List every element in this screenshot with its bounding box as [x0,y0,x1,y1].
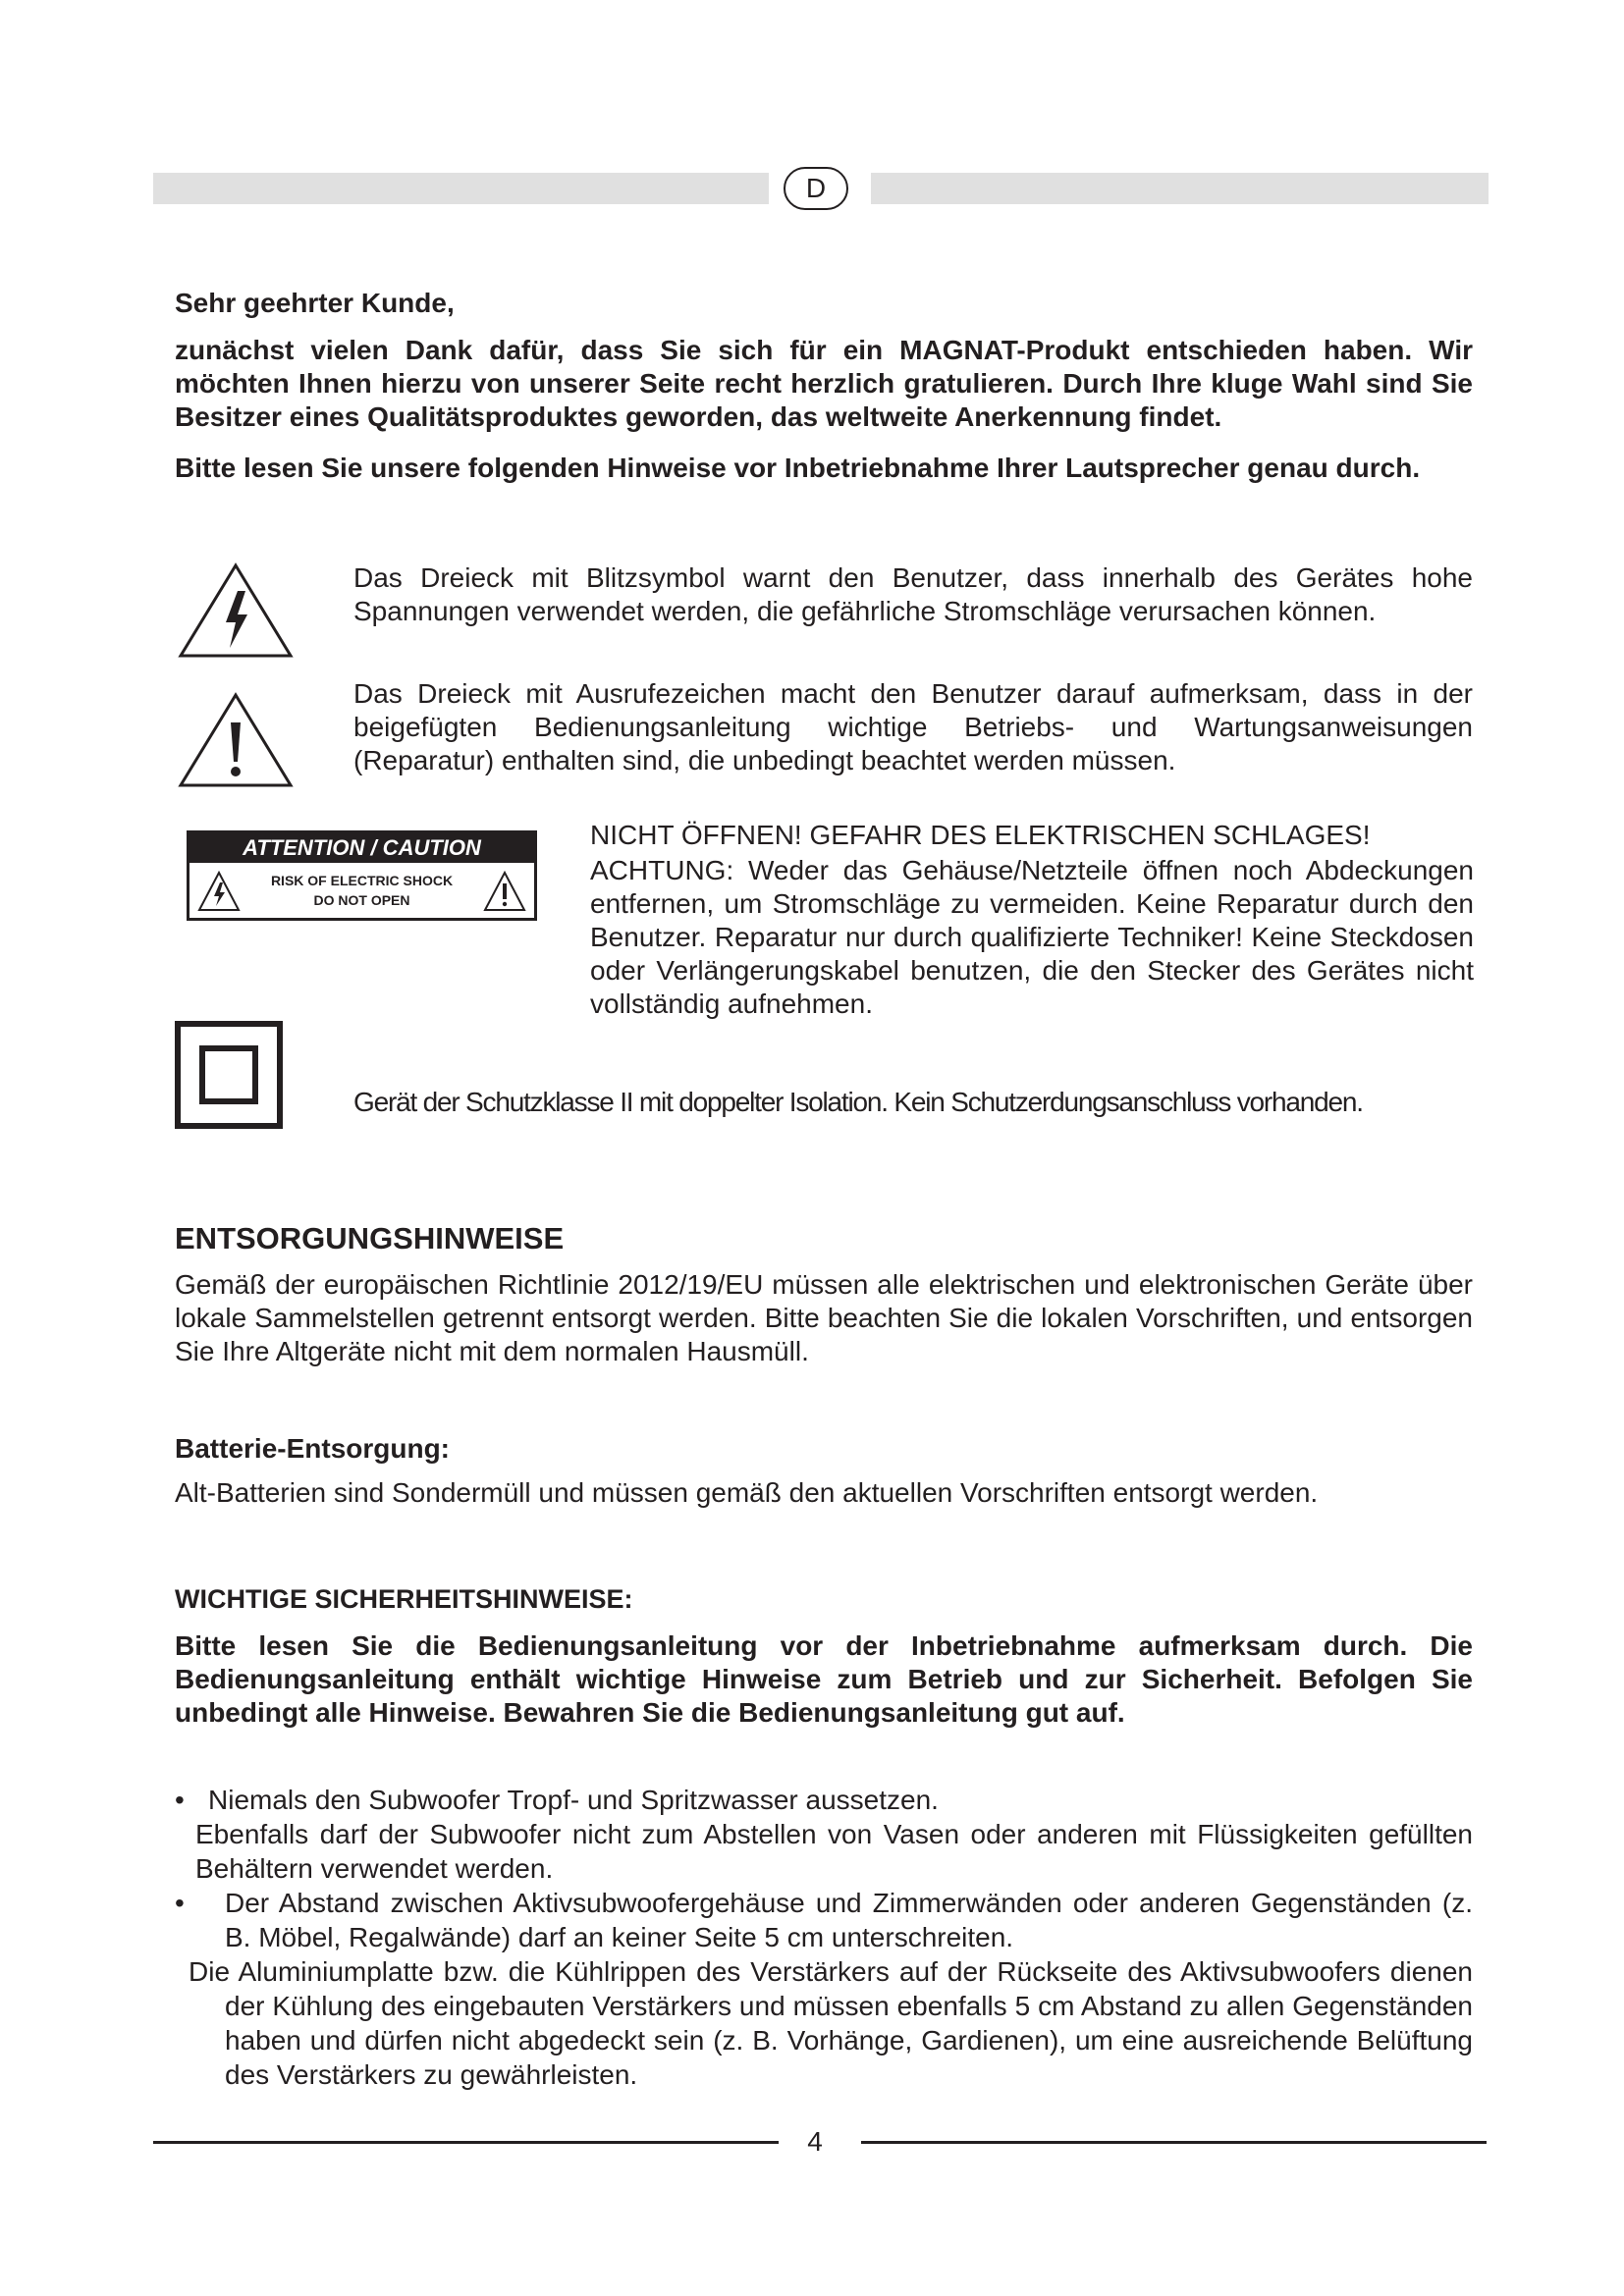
safety-title: WICHTIGE SICHERHEITSHINWEISE: [175,1584,633,1614]
caution-label [187,830,537,921]
list-item [175,1886,1473,1954]
footer-line-left [153,2141,779,2144]
header-band-right [871,173,1489,204]
battery-title: Batterie-Entsorgung: [175,1433,450,1464]
class-ii-text: Gerät der Schutzklasse II mit doppelter Isolation. Kein Schutzerdungsanschluss vorhanden. [353,1087,1363,1117]
bullet: • [175,1888,185,1918]
exclamation-symbol-text: Das Dreieck mit Ausrufezeichen macht den Benutzer darauf aufmerksam, dass in der beigefügten Bedienungsanleitung wichtige Betriebs- und Wartungsanweisungen (Reparatur) enthalten sind, die unbedingt beachtet werden müssen. [353,678,1473,775]
caution-body: ACHTUNG: Weder das Gehäuse/Netzteile öffnen noch Abdeckungen entfernen, um Stromschläge zu vermeiden. Keine Reparatur durch den Benutzer. Reparatur nur durch qualifizierte Techniker! Keine Steckdosen oder Verlängerungskabel benutzen, die den Stecker des Gerätes nicht vollständig aufnehmen. [590,855,1474,1019]
caution-lightning-icon [197,871,241,914]
safety-item-1-line2: Ebenfalls darf der Subwoofer nicht zum Abstellen von Vasen oder anderen mit Flüssigkeiten gefüllten Behältern verwendet werden. [195,1819,1473,1884]
battery-text: Alt-Batterien sind Sondermüll und müssen gemäß den aktuellen Vorschriften entsorgt werden. [175,1477,1319,1508]
bullet: • [175,1785,185,1815]
lightning-symbol-text: Das Dreieck mit Blitzsymbol warnt den Benutzer, dass innerhalb des Gerätes hohe Spannungen verwendet werden, die gefährliche Stromschläge verursachen können. [353,562,1473,626]
caution-label-line1: RISK OF ELECTRIC SHOCK [270,873,454,888]
exclamation-warning-icon [177,691,295,789]
safety-item-2: Der Abstand zwischen Aktivsubwoofergehäuse und Zimmerwänden oder anderen Gegenständen (z. B. Möbel, Regalwände) darf an keiner Seite 5 cm unterschreiten. [225,1888,1473,1952]
caution-exclamation-icon [483,871,526,914]
safety-item-3: Die Aluminiumplatte bzw. die Kühlrippen des Verstärkers auf der Rückseite des Aktivsubwoofers dienen der Kühlung des eingebauten Verstärkers und müssen ebenfalls 5 cm Abstand zu allen Gegenständen haben und dürfen nicht abgedeckt sein (z. B. Vorhänge, Gardienen), um eine ausreichende Belüftung des Verstärkers zu gewährleisten. [189,1956,1473,2090]
lightning-warning-icon [177,561,295,660]
class-ii-double-insulation-icon [175,1021,283,1129]
caution-label-title: ATTENTION / CAUTION [189,833,534,863]
header-band-left [153,173,769,204]
disposal-text: Gemäß der europäischen Richtlinie 2012/19/EU müssen alle elektrischen und elektronischen Geräte über lokale Sammelstellen getrennt entsorgt werden. Bitte beachten Sie die lokalen Vorschriften, und entsorgen Sie Ihre Altgeräte nicht mit dem normalen Hausmüll. [175,1269,1473,1366]
footer-line-right [861,2141,1487,2144]
safety-intro: Bitte lesen Sie die Bedienungsanleitung vor der Inbetriebnahme aufmerksam durch. Die Bedienungsanleitung enthält wichtige Hinweise zum Betrieb und zur Sicherheit. Befolgen Sie unbedingt alle Hinweise. Bewahren Sie die Bedienungsanleitung gut auf. [175,1630,1473,1728]
caution-heading: NICHT ÖFFNEN! GEFAHR DES ELEKTRISCHEN SCHLAGES! [590,820,1371,850]
safety-item-1-line1: Niemals den Subwoofer Tropf- und Spritzwasser aussetzen. [208,1785,939,1815]
caution-label-line2: DO NOT OPEN [313,892,410,908]
page-number: 4 [807,2126,823,2157]
disposal-title: ENTSORGUNGSHINWEISE [175,1221,565,1255]
thanks-paragraph: zunächst vielen Dank dafür, dass Sie sich für ein MAGNAT-Produkt entschieden haben. Wir möchten Ihnen hierzu von unserer Seite recht herzlich gratulieren. Durch Ihre kluge Wahl sind Sie Besitzer eines Qualitätsproduktes geworden, das weltweite Anerkennung findet. [175,335,1473,432]
list-item [175,1954,1473,2092]
list-item [175,1783,1473,1886]
safety-list [175,1783,1473,2092]
please-read-paragraph: Bitte lesen Sie unsere folgenden Hinweise vor Inbetriebnahme Ihrer Lautsprecher genau durch. [175,453,1421,483]
greeting: Sehr geehrter Kunde, [175,288,455,318]
language-badge: D [784,167,848,210]
